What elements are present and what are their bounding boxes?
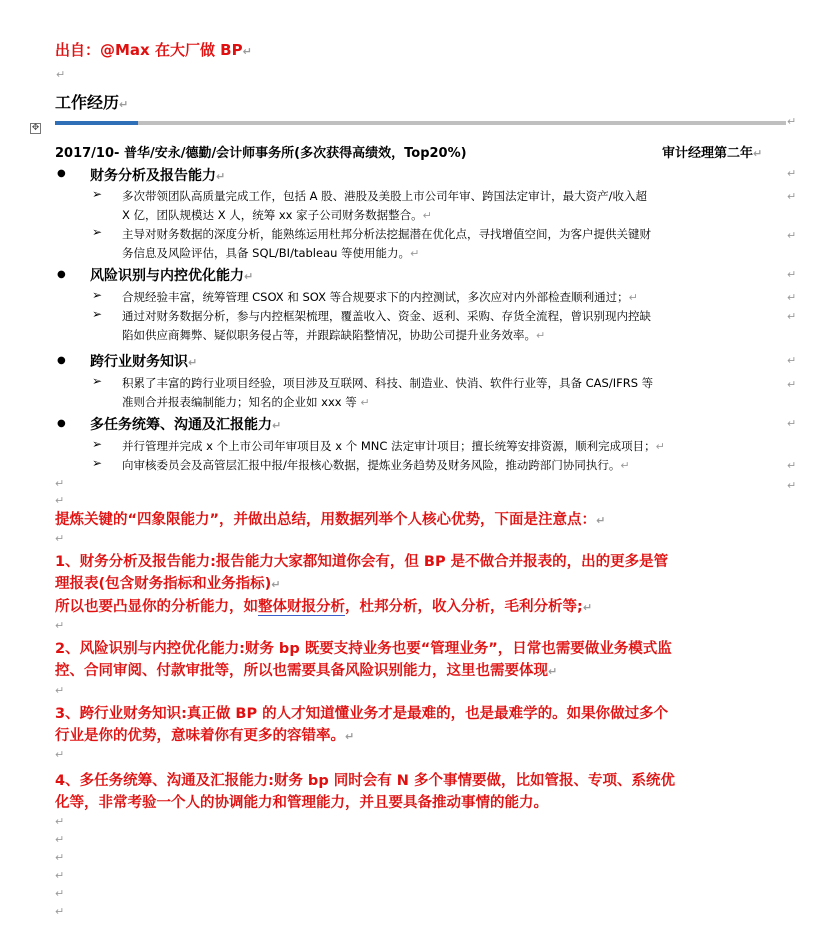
empty-paragraph: ↵	[55, 619, 65, 632]
empty-paragraph: ↵	[787, 354, 797, 367]
note-paragraph-1: 1、财务分析及报告能力:报告能力大家都知道你会有，但 BP 是不做合并报表的，出的更多是管 理报表(包含财务指标和业务指标)↵ 所以也要凸显你的分析能力，如整体财报分析，杜邦分析，收入分析，毛利分析等;↵	[55, 554, 669, 615]
table-move-handle-icon[interactable]: ✥	[31, 123, 40, 133]
list-item: 通过对财务数据分析，参与内控框架梳理，覆盖收入、资金、返利、采购、存货全流程，曾识别现内控缺 陷如供应商舞弊、疑似职务侵占等，并跟踪缺陷整情况，协助公司提升业务效率。↵	[122, 309, 651, 342]
list-item: 主导对财务数据的深度分析，能熟练运用杜邦分析法挖掘潜在优化点，寻找增值空间，为客户提供关键财 务信息及风险评估，具备 SQL/BI/tableau 等使用能力。↵	[122, 227, 651, 260]
bullet-icon: ●	[57, 269, 66, 280]
empty-paragraph: ↵	[55, 833, 65, 846]
section-heading: 风险识别与内控优化能力↵	[90, 268, 254, 284]
empty-paragraph: ↵	[55, 477, 65, 490]
entry-period-company: 2017/10- 普华/安永/德勤/会计师事务所(多次获得高绩效，Top20%)	[55, 146, 467, 161]
empty-paragraph: ↵	[55, 815, 65, 828]
section-rule	[138, 121, 786, 125]
empty-paragraph: ↵	[787, 459, 797, 472]
section-rule-accent	[55, 121, 138, 125]
empty-paragraph: ↵	[787, 268, 797, 281]
empty-paragraph: ↵	[55, 684, 65, 697]
arrow-bullet-icon: ➢	[92, 187, 103, 201]
empty-paragraph: ↵	[55, 869, 65, 882]
list-item: 多次带领团队高质量完成工作，包括 A 股、港股及美股上市公司年审、跨国法定审计，最大资产/收入超 X 亿，团队规模达 X 人，统筹 xx 家子公司财务数据整合。↵	[122, 189, 648, 222]
notes-intro: 提炼关键的“四象限能力”，并做出总结，用数据列举个人核心优势，下面是注意点：↵	[55, 512, 606, 528]
arrow-bullet-icon: ➢	[92, 307, 103, 321]
note-paragraph-2: 2、风险识别与内控优化能力:财务 bp 既要支持业务也要“管理业务”，日常也需要做业务模式监 控、合同审阅、付款审批等，所以也需要具备风险识别能力，这里也需要体现↵	[55, 641, 672, 679]
bullet-icon: ●	[57, 355, 66, 366]
arrow-bullet-icon: ➢	[92, 456, 103, 470]
empty-paragraph: ↵	[55, 748, 65, 761]
empty-paragraph: ↵	[787, 167, 797, 180]
empty-paragraph: ↵	[55, 532, 65, 545]
empty-paragraph: ↵	[55, 905, 65, 918]
arrow-bullet-icon: ➢	[92, 225, 103, 239]
bullet-icon: ●	[57, 418, 66, 429]
empty-paragraph: ↵	[56, 68, 66, 81]
empty-paragraph: ↵	[55, 887, 65, 900]
empty-paragraph: ↵	[787, 378, 797, 391]
highlighted-term: 整体财报分析	[258, 599, 345, 615]
empty-paragraph: ↵	[787, 190, 797, 203]
empty-paragraph: ↵	[787, 310, 797, 323]
section-title: 工作经历↵	[55, 93, 129, 112]
note-paragraph-4: 4、多任务统筹、沟通及汇报能力:财务 bp 同时会有 N 多个事情要做，比如管报、专项、系统优 化等，非常考验一个人的协调能力和管理能力，并且要具备推动事情的能力。	[55, 773, 675, 811]
bullet-icon: ●	[57, 168, 66, 179]
arrow-bullet-icon: ➢	[92, 437, 103, 451]
empty-paragraph: ↵	[787, 229, 797, 242]
empty-paragraph: ↵	[787, 417, 797, 430]
section-heading: 多任务统筹、沟通及汇报能力↵	[90, 417, 282, 433]
section-heading: 财务分析及报告能力↵	[90, 168, 226, 184]
note-paragraph-3: 3、跨行业财务知识:真正做 BP 的人才知道懂业务才是最难的，也是最难学的。如果你做过多个 行业是你的优势，意味着你有更多的容错率。↵	[55, 706, 669, 744]
list-item: 并行管理并完成 x 个上市公司年审项目及 x 个 MNC 法定审计项目；擅长统筹安排资源，顺利完成项目；↵	[122, 439, 665, 453]
empty-paragraph: ↵	[787, 479, 797, 492]
empty-paragraph: ↵	[55, 494, 65, 507]
list-item: 合规经验丰富，统筹管理 CSOX 和 SOX 等合规要求下的内控测试，多次应对内外部检查顺利通过；↵	[122, 290, 638, 304]
list-item: 积累了丰富的跨行业项目经验，项目涉及互联网、科技、制造业、快消、软件行业等，具备 CAS/IFRS 等 准则合并报表编制能力；知名的企业如 xxx 等 ↵	[122, 376, 654, 409]
arrow-bullet-icon: ➢	[92, 288, 103, 302]
arrow-bullet-icon: ➢	[92, 374, 103, 388]
source-credit: 出自：@Max 在大厂做 BP↵	[55, 41, 252, 59]
list-item: 向审核委员会及高管层汇报中报/年报核心数据，提炼业务趋势及财务风险，推动跨部门协同执行。↵	[122, 458, 630, 472]
section-heading: 跨行业财务知识↵	[90, 354, 198, 370]
entry-position: 审计经理第二年↵	[662, 146, 763, 161]
empty-paragraph: ↵	[787, 115, 797, 128]
empty-paragraph: ↵	[55, 851, 65, 864]
empty-paragraph: ↵	[787, 291, 797, 304]
